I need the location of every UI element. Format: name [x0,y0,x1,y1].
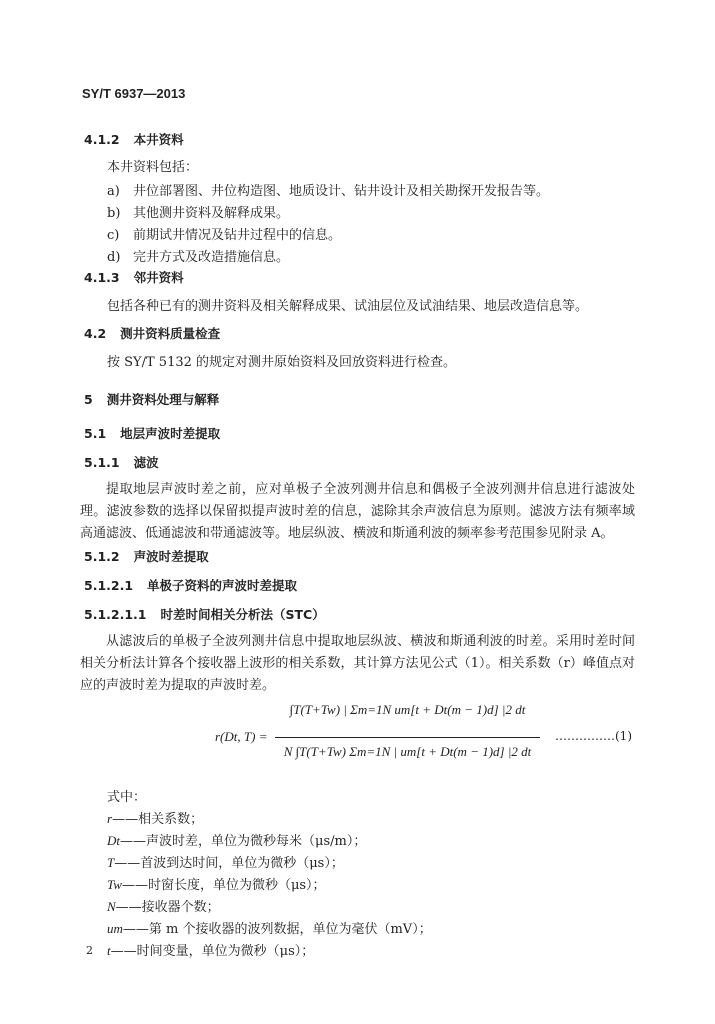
list-label: c) [107,228,120,243]
definition-symbol: um [107,921,123,936]
section-title: 时差时间相关分析法（STC） [160,607,325,622]
definition-item [107,808,203,827]
page-number: 2 [86,944,93,957]
document-header: SY/T 6937—2013 [82,86,186,101]
section-heading-4-2 [84,324,220,342]
list-label: d) [107,250,121,265]
section-title: 单极子资料的声波时差提取 [147,578,298,593]
list-text: 完井方式及改造措施信息。 [133,250,290,265]
section-title: 地层声波时差提取 [120,426,221,441]
section-heading-5-1 [84,424,220,442]
paragraph-intro: 本井资料包括： [107,160,199,175]
section-title: 测井资料处理与解释 [106,392,220,407]
list-item [107,224,341,243]
formula-1 [215,700,645,770]
section-heading-5-1-1 [84,453,159,471]
definition-text: ——接收器个数； [115,900,220,915]
paragraph-4-1-3: 包括各种已有的测井资料及相关解释成果、试油层位及试油结果、地层改造信息等。 [107,299,589,314]
formula-numerator: ∫T(T+Tw) | Σm=1N um[t + Dt(m − 1)d] |2 dt [289,702,526,717]
list-label: a) [107,184,120,199]
list-item [107,180,549,199]
definition-text: ——第 m 个接收器的波列数据，单位为毫伏（mV）； [122,922,432,937]
section-number: 5 [84,392,93,407]
section-heading-5-1-2-1-1 [84,605,325,623]
definition-text: ——时窗长度，单位为微秒（μs）； [121,878,326,893]
definition-text: ——相关系数； [112,812,204,827]
section-heading-5 [84,390,219,408]
definition-item [107,852,344,871]
list-label: b) [107,206,121,221]
definition-text: ——声波时差，单位为微秒每米（μs/m）； [120,834,367,849]
section-number: 5.1 [84,426,107,441]
definition-symbol: r [107,811,113,826]
definition-item [107,874,326,893]
section-title: 声波时差提取 [133,549,209,564]
definition-symbol: Dt [107,833,120,848]
section-number: 4.2 [84,326,107,341]
section-number: 4.1.2 [84,132,120,147]
list-text: 井位部署图、井位构造图、地质设计、钻井设计及相关勘探开发报告等。 [133,184,550,199]
section-heading-5-1-2 [84,547,209,565]
list-text: 其他测井资料及解释成果。 [133,206,290,221]
list-text: 前期试井情况及钻井过程中的信息。 [133,228,342,243]
definition-item [107,896,220,915]
definition-symbol: Tw [107,877,122,892]
definition-symbol: t [107,943,111,958]
definition-item [107,918,432,937]
section-number: 5.1.2.1.1 [84,607,147,622]
section-title: 测井资料质量检查 [120,326,221,341]
formula-label: ……………(1) [555,729,632,743]
list-item [107,246,289,265]
formula-lhs: r(Dt, T) = [215,729,268,744]
section-heading-5-1-2-1 [84,576,297,594]
section-title: 邻井资料 [133,270,184,285]
definition-symbol: N [107,899,116,914]
section-heading-4-1-3 [84,268,184,286]
section-heading-4-1-2 [84,130,184,148]
section-title: 本井资料 [133,132,184,147]
paragraph-5-1-1: 提取地层声波时差之前，应对单极子全波列测井信息和偶极子全波列测井信息进行滤波处理。滤波参数的选择以保留拟提声波时差的信息，滤除其余声波信息为原则。滤波方法有频率域高通滤波、低通滤波和带通滤波等。地层纵波、横波和斯通利波的频率参考范围参见附录 A。 [80,482,635,541]
definition-text: ——首波到达时间，单位为微秒（μs）； [114,856,344,871]
list-item [107,202,289,221]
section-number: 5.1.1 [84,455,120,470]
definition-text: ——时间变量，单位为微秒（μs）； [110,944,315,959]
fraction-bar [275,737,540,738]
definition-item [107,830,366,849]
section-number: 4.1.3 [84,270,120,285]
where-label: 式中： [107,790,147,805]
paragraph-4-2: 按 SY/T 5132 的规定对测井原始资料及回放资料进行检查。 [107,355,457,370]
section-number: 5.1.2.1 [84,578,134,593]
section-number: 5.1.2 [84,549,120,564]
definition-symbol: T [107,855,115,870]
definition-item [107,940,314,959]
section-title: 滤波 [133,455,159,470]
paragraph-5-1-2-1-1: 从滤波后的单极子全波列测井信息中提取地层纵波、横波和斯通利波的时差。采用时差时间相关分析法计算各个接收器上波形的相关系数，其计算方法见公式（1）。相关系数（r）峰值点对应的声波时差为提取的声波时差。 [80,634,635,693]
formula-denominator: N ∫T(T+Tw) Σm=1N | um[t + Dt(m − 1)d] |2 dt [283,744,532,759]
